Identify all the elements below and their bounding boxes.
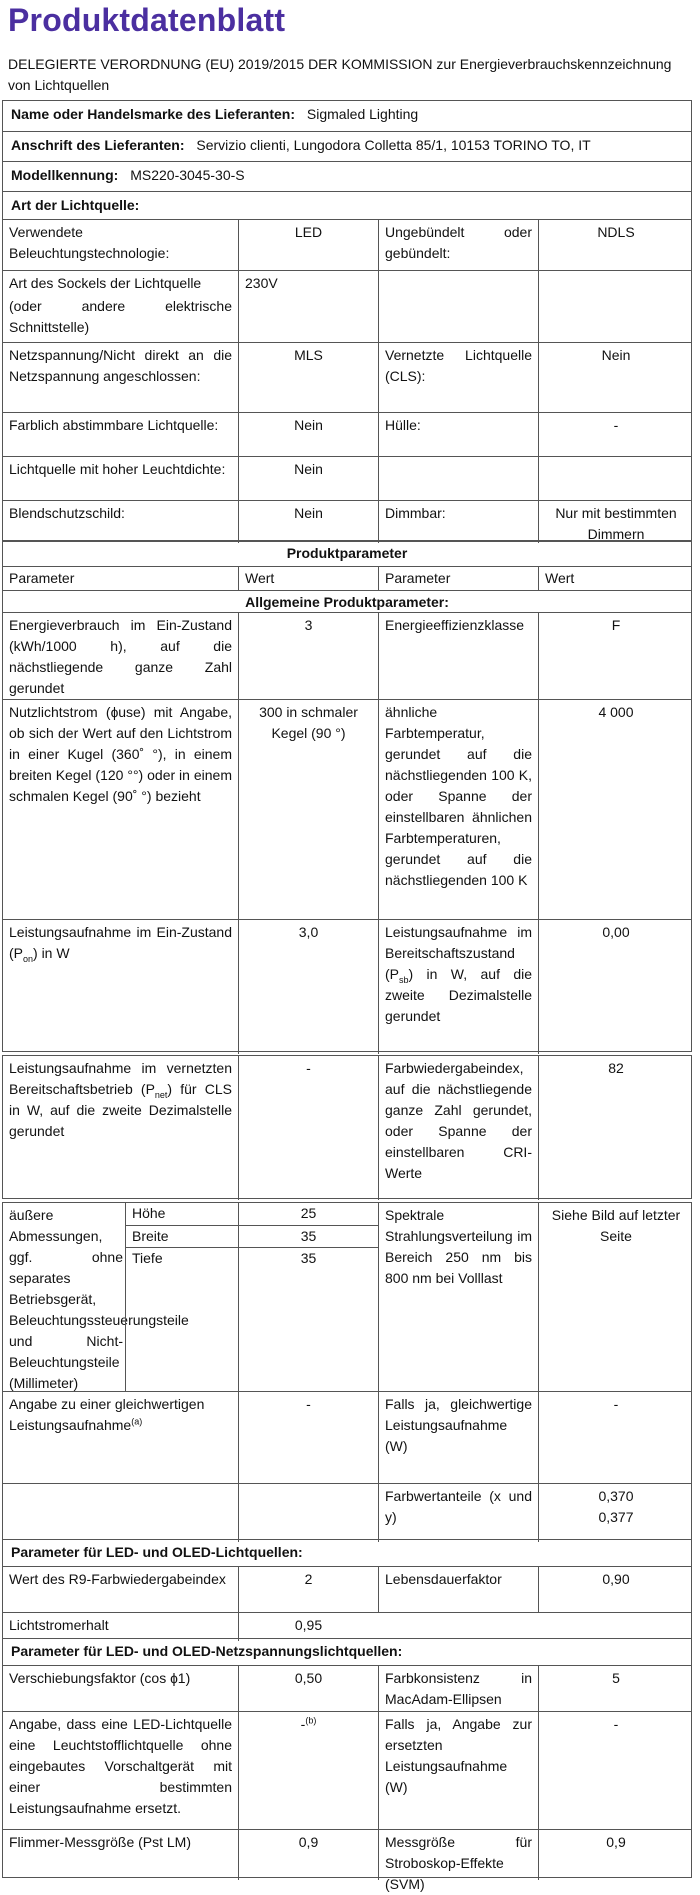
cri-value: 82	[538, 1056, 693, 1200]
socket-label: Art des Sockels der Lichtquelle	[9, 275, 202, 291]
socket-label-note: (oder andere elektrische Schnittstelle)	[9, 298, 232, 335]
equivalent-power-value: -	[238, 1392, 378, 1484]
cri-label: Farbwiedergabeindex, auf die nächstliegende ganze Zahl gerundet, oder Spanne der einstellbaren CRI-Werte	[378, 1056, 538, 1200]
supplier-name-row	[3, 101, 691, 131]
survival-factor-label: Lebensdauerfaktor	[378, 1567, 538, 1613]
supplier-name-label: Name oder Handelsmarke des Lieferanten:	[11, 106, 295, 122]
network-params-table	[2, 1055, 692, 1199]
equivalent-power-watt-value: -	[538, 1392, 693, 1484]
standby-power-value: 0,00	[538, 920, 693, 1054]
mains-section-title: Parameter für LED- und OLED-Netzspannungslichtquellen:	[11, 1643, 403, 1659]
product-params-header	[2, 541, 692, 613]
supplier-name-value: Sigmaled Lighting	[306, 106, 419, 122]
r9-value: 2	[238, 1567, 378, 1613]
type-param: Ungebündelt oder gebündelt:	[378, 220, 538, 270]
lumen-maintenance-label: Lichtstromerhalt	[9, 1617, 109, 1633]
empty-cell	[3, 1484, 238, 1542]
type-param: Netzspannung/Nicht direkt an die Netzspannung angeschlossen:	[9, 347, 232, 384]
supplier-box	[2, 100, 692, 220]
cct-value: 4 000	[538, 700, 693, 920]
general-params-title: Allgemeine Produktparameter:	[245, 594, 449, 610]
stroboscopic-value: 0,9	[538, 1830, 693, 1880]
col-header-param: Parameter	[9, 570, 75, 586]
r9-label: Wert des R9-Farbwiedergabeindex	[9, 1571, 226, 1587]
led-params-table	[2, 1539, 692, 1639]
model-value: MS220-3045-30-S	[130, 167, 245, 183]
width-value: 35	[238, 1225, 378, 1247]
mains-params-table	[2, 1638, 692, 1892]
height-value: 25	[238, 1203, 378, 1225]
chromaticity-value	[538, 1484, 693, 1542]
energy-class-label: Energieeffizienzklasse	[378, 613, 538, 699]
dimensions-label: äußere Abmessungen, ggf. ohne separates Betriebsgerät, Beleuchtungssteuerungsteile und Nicht-Beleuchtungsteile (Millimeter)	[9, 1207, 189, 1391]
survival-factor-value: 0,90	[538, 1567, 693, 1613]
supplier-address-label: Anschrift des Lieferanten:	[11, 137, 185, 153]
type-param	[3, 271, 238, 343]
chromaticity-y: 0,377	[598, 1509, 634, 1525]
dimensions-table	[2, 1202, 692, 1540]
spectral-distribution-label: Spektrale Strahlungsverteilung im Bereich 250 nm bis 800 nm bei Volllast	[378, 1203, 538, 1391]
color-consistency-value: 5	[538, 1666, 693, 1712]
type-value: Nur mit bestimmten Dimmern	[538, 501, 693, 543]
page-title: Produktdatenblatt	[8, 2, 286, 38]
type-param: Verwendete Beleuchtungstechnologie:	[9, 224, 170, 261]
type-param: Lichtquelle mit hoher Leuchtdichte:	[9, 461, 226, 477]
networked-standby-value: -	[238, 1056, 378, 1200]
on-mode-power-value: 3,0	[238, 920, 378, 1054]
type-param: Blendschutzschild:	[9, 505, 125, 521]
general-params-table	[2, 612, 692, 1052]
type-param: Hülle:	[378, 413, 538, 457]
chromaticity-x: 0,370	[598, 1488, 634, 1504]
type-value: Nein	[238, 413, 378, 457]
lumen-maintenance-value: 0,95	[238, 1613, 378, 1641]
product-params-title: Produktparameter	[286, 545, 408, 561]
networked-standby-label: Leistungsaufnahme im vernetzten Bereitschaftsbetrieb $(P_{net})$ für CLS in W, auf die zweite Dezimalstelle gerundet	[9, 1060, 232, 1139]
col-header-value: Wert	[238, 567, 378, 591]
replaced-power-label: Falls ja, Angabe zur ersetzten Leistungsaufnahme (W)	[378, 1712, 538, 1830]
displacement-factor-label: Verschiebungsfaktor (cos ɸ1)	[9, 1670, 191, 1686]
width-label: Breite	[125, 1225, 238, 1247]
flicker-value: 0,9	[238, 1830, 378, 1880]
type-param	[378, 271, 538, 343]
energy-class-value: F	[538, 613, 693, 699]
equivalent-power-label: Angabe zu einer gleichwertigen Leistungsaufnahme$^{(a)}$	[9, 1396, 205, 1433]
supplier-address-row	[3, 132, 691, 161]
type-value: -	[538, 413, 693, 457]
chromaticity-label: Farbwertanteile (x und y)	[378, 1484, 538, 1542]
depth-value: 35	[238, 1247, 378, 1391]
model-label: Modellkennung:	[11, 167, 119, 183]
type-value	[538, 271, 693, 343]
height-label: Höhe	[125, 1203, 238, 1225]
flicker-label: Flimmer-Messgröße (Pst LM)	[9, 1834, 192, 1850]
type-table	[2, 219, 692, 541]
type-value: Nein	[538, 343, 693, 413]
type-param	[378, 457, 538, 501]
type-value: MLS	[238, 343, 378, 413]
luminous-flux-value: 300 in schmaler Kegel (90 °)	[238, 700, 378, 920]
fluorescent-replacement-value: -$^{(b)}$	[238, 1712, 378, 1830]
type-value	[538, 457, 693, 501]
type-value: Nein	[238, 457, 378, 501]
replaced-power-value: -	[538, 1712, 693, 1830]
energy-consumption-value: 3	[238, 613, 378, 699]
luminous-flux-label: Nutzlichtstrom (ɸuse) mit Angabe, ob sich der Wert auf den Lichtstrom in einer Kugel (360˚ °), in einem breiten Kegel (120 °°) oder in einem schmalen Kegel (90˚ °) bezieht	[9, 704, 232, 804]
equivalent-power-watt-label: Falls ja, gleichwertige Leistungsaufnahme (W)	[378, 1392, 538, 1484]
standby-power-label: Leistungsaufnahme im Bereitschaftszustand $(P_{sb})$ in W, auf die zweite Dezimalstelle gerundet	[378, 920, 538, 1054]
on-mode-power-label: Leistungsaufnahme im Ein-Zustand $(P_{on})$ in W	[9, 924, 232, 964]
displacement-factor-value: 0,50	[238, 1666, 378, 1712]
type-value: Nein	[238, 501, 378, 543]
fluorescent-replacement-label: Angabe, dass eine LED-Lichtquelle eine Leuchtstofflichtquelle ohne eingebautes Vorschaltgerät mit einer bestimmten Leistungsaufnahme ersetzt.	[9, 1716, 232, 1816]
regulation-intro: DELEGIERTE VERORDNUNG (EU) 2019/2015 DER KOMMISSION zur Energieverbrauchskennzeichnung von Lichtquellen	[8, 56, 672, 93]
type-section-title: Art der Lichtquelle:	[11, 197, 140, 213]
type-param: Vernetzte Lichtquelle (CLS):	[378, 343, 538, 413]
depth-label: Tiefe	[125, 1247, 238, 1391]
type-value: NDLS	[538, 220, 693, 270]
spectral-distribution-value: Siehe Bild auf letzter Seite	[538, 1203, 693, 1391]
col-header-param: Parameter	[378, 567, 538, 591]
type-value: 230V	[238, 271, 378, 343]
type-value: LED	[238, 220, 378, 270]
energy-consumption-label: Energieverbrauch im Ein-Zustand (kWh/1000 h), auf die nächstliegende ganze Zahl gerundet	[9, 617, 232, 696]
color-consistency-label: Farbkonsistenz in MacAdam-Ellipsen	[378, 1666, 538, 1712]
stroboscopic-label: Messgröße für Stroboskop-Effekte (SVM)	[378, 1830, 538, 1880]
cct-label: ähnliche Farbtemperatur, gerundet auf die nächstliegenden 100 K, oder Spanne der einstellbaren ähnlichen Farbtemperaturen, gerundet auf die nächstliegenden 100 K	[378, 700, 538, 920]
model-row	[3, 162, 691, 191]
supplier-address-value: Servizio clienti, Lungodora Colletta 85/1, 10153 TORINO TO, IT	[196, 137, 591, 153]
type-param: Farblich abstimmbare Lichtquelle:	[9, 417, 219, 433]
col-header-value: Wert	[538, 567, 693, 591]
led-section-title: Parameter für LED- und OLED-Lichtquellen:	[11, 1544, 303, 1560]
empty-cell	[238, 1484, 378, 1542]
type-param: Dimmbar:	[378, 501, 538, 543]
